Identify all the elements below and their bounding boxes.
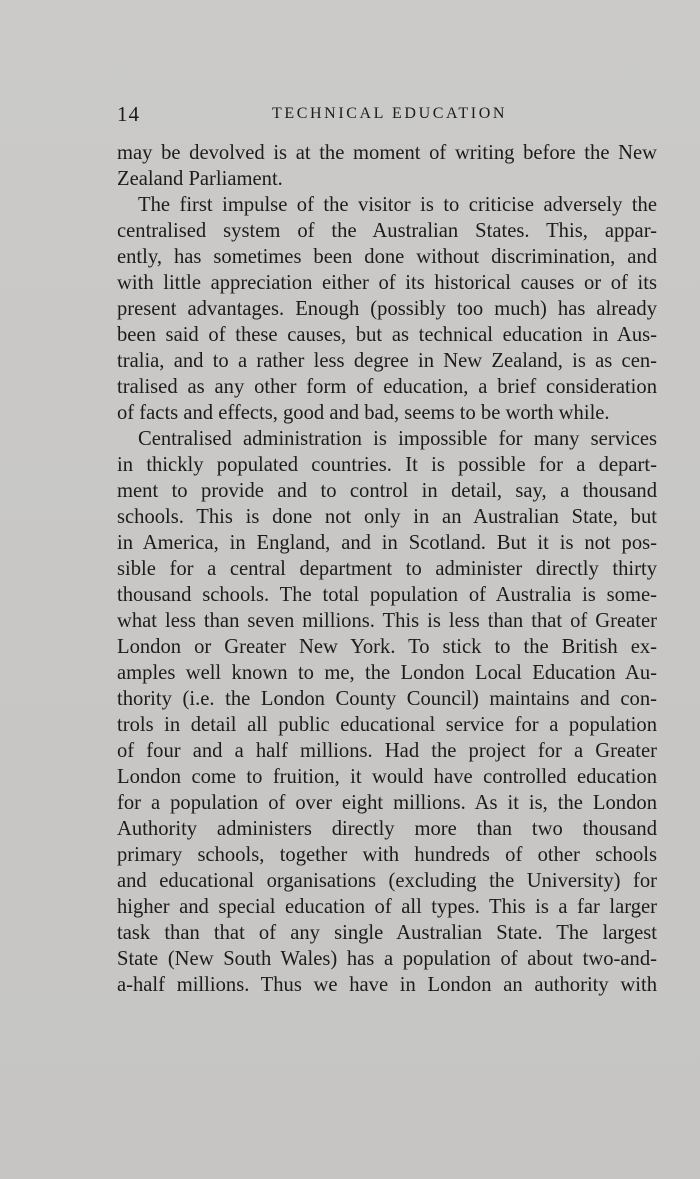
text-line: task than that of any single Australian State. The largest (117, 922, 657, 944)
text-line: London come to fruition, it would have controlled education (117, 766, 657, 788)
text-line: amples well known to me, the London Local Education Au- (117, 662, 657, 684)
text-line: tralia, and to a rather less degree in New Zealand, is as cen- (117, 350, 657, 372)
text-line: Centralised administration is impossible for many services (138, 428, 657, 450)
text-line: present advantages. Enough (possibly too much) has already (117, 298, 657, 320)
text-line: in America, in England, and in Scotland. But it is not pos- (117, 532, 657, 554)
body-text (117, 140, 657, 998)
text-line: of four and a half millions. Had the project for a Greater (117, 740, 657, 762)
text-line: a-half millions. Thus we have in London an authority with (117, 974, 657, 996)
text-line: in thickly populated countries. It is possible for a depart- (117, 454, 657, 476)
text-line: what less than seven millions. This is less than that of Greater (117, 610, 657, 632)
text-line: State (New South Wales) has a population of about two-and- (117, 948, 657, 970)
text-line: sible for a central department to administer directly thirty (117, 558, 657, 580)
text-line: Authority administers directly more than two thousand (117, 818, 657, 840)
text-line: ently, has sometimes been done without discrimination, and (117, 246, 657, 268)
text-line: with little appreciation either of its historical causes or of its (117, 272, 657, 294)
text-line: The first impulse of the visitor is to criticise adversely the (138, 194, 657, 216)
page-number: 14 (117, 102, 140, 126)
text-line: ment to provide and to control in detail, say, a thousand (117, 480, 657, 502)
running-head: TECHNICAL EDUCATION (272, 105, 508, 122)
text-line: for a population of over eight millions. As it is, the London (117, 792, 657, 814)
page-header (117, 101, 657, 127)
text-line: primary schools, together with hundreds of other schools (117, 844, 657, 866)
text-line: higher and special education of all types. This is a far larger (117, 896, 657, 918)
text-line: and educational organisations (excluding the University) for (117, 870, 657, 892)
text-line: trols in detail all public educational service for a population (117, 714, 657, 736)
text-line: thority (i.e. the London County Council) maintains and con- (117, 688, 657, 710)
text-line: London or Greater New York. To stick to the British ex- (117, 636, 657, 658)
text-line: may be devolved is at the moment of writing before the New (117, 142, 657, 164)
text-line: Zealand Parliament. (117, 168, 283, 190)
text-line: thousand schools. The total population of Australia is some- (117, 584, 657, 606)
text-line: tralised as any other form of education, a brief consideration (117, 376, 657, 398)
text-line: schools. This is done not only in an Australian State, but (117, 506, 657, 528)
text-line: of facts and effects, good and bad, seems to be worth while. (117, 402, 610, 424)
text-line: centralised system of the Australian States. This, appar- (117, 220, 657, 242)
text-line: been said of these causes, but as technical education in Aus- (117, 324, 657, 346)
